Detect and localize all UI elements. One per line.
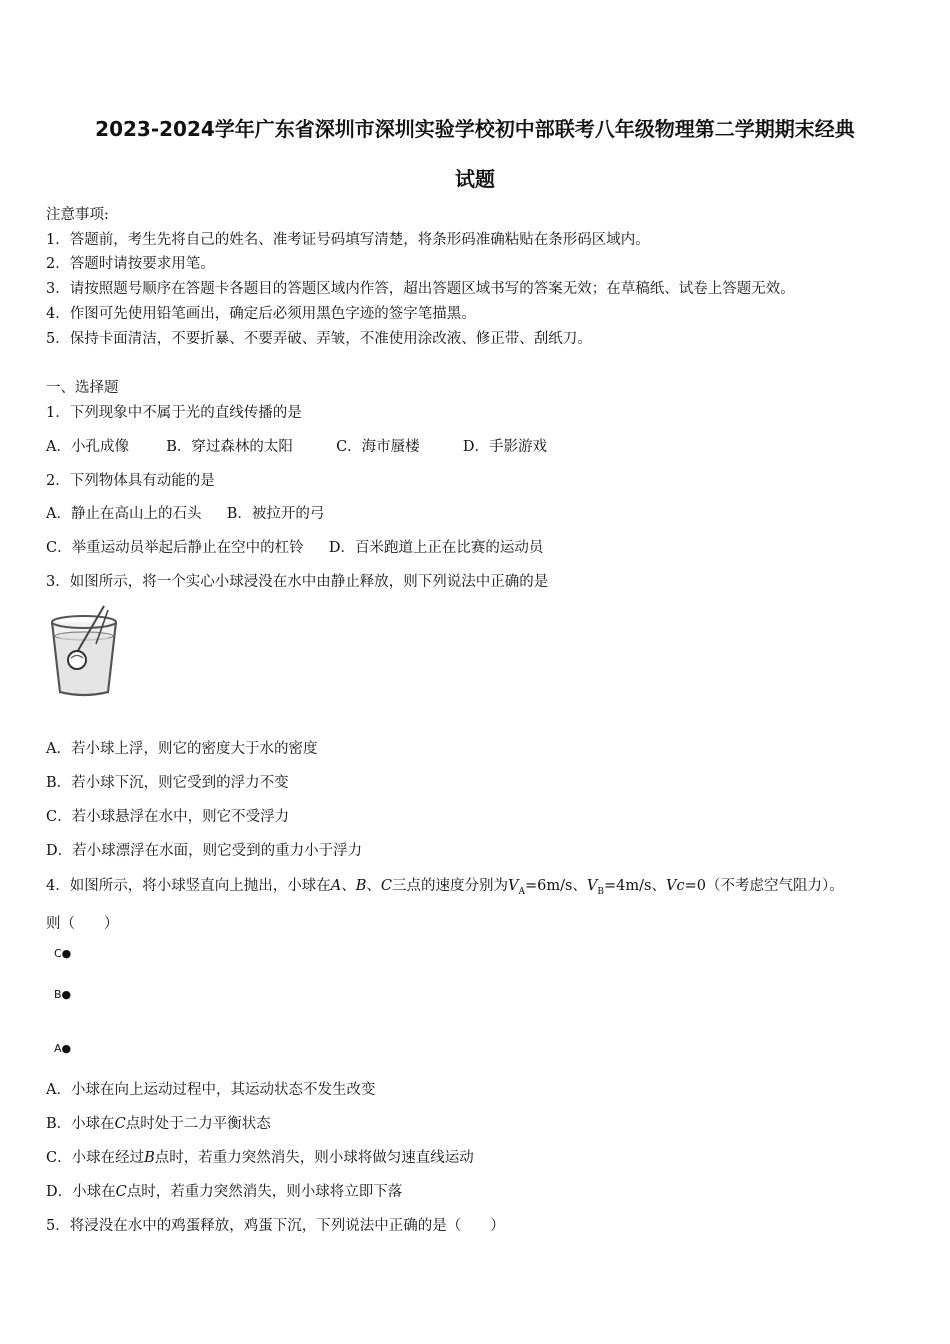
notice-heading: 注意事项: [46, 207, 109, 223]
question-4-option-c: C．小球在经过B点时，若重力突然消失，则小球将做匀速直线运动 [46, 1150, 474, 1166]
question-2-stem: 2．下列物体具有动能的是 [46, 473, 215, 489]
question-1-stem: 1．下列现象中不属于光的直线传播的是 [46, 405, 302, 421]
question-3-option-b: B．若小球下沉，则它受到的浮力不变 [46, 775, 289, 791]
point-a-label: A● [54, 1042, 72, 1055]
question-2-options-row1 [46, 502, 324, 523]
notice-item-3: 3．请按照题号顺序在答题卡各题目的答题区域内作答，超出答题区域书写的答案无效；在草稿纸、试卷上答题无效。 [46, 281, 795, 297]
notice-item-5: 5．保持卡面清洁，不要折暴、不要弄破、弄皱，不准使用涂改液、修正带、刮纸刀。 [46, 331, 592, 347]
notice-item-2: 2．答题时请按要求用笔。 [46, 256, 215, 272]
page-title: 2023-2024学年广东省深圳市深圳实验学校初中部联考八年级物理第二学期期末经典 [95, 117, 855, 141]
question-1-options [46, 435, 547, 456]
question-2-options-row2 [46, 536, 543, 557]
question-4-stem-continued: 则（ ） [46, 916, 119, 932]
option-b: B．被拉开的弓 [226, 506, 325, 522]
question-4-option-d: D．小球在C点时，若重力突然消失，则小球将立即下落 [46, 1184, 403, 1200]
option-d: D．手影游戏 [462, 439, 548, 455]
point-c-label: C● [54, 947, 72, 960]
question-3-stem: 3．如图所示，将一个实心小球浸没在水中由静止释放，则下列说法中正确的是 [46, 574, 549, 590]
question-5-stem: 5．将浸没在水中的鸡蛋释放，鸡蛋下沉，下列说法中正确的是（ ） [46, 1218, 505, 1234]
question-4-option-b: B．小球在C点时处于二力平衡状态 [46, 1116, 271, 1132]
option-d: D．百米跑道上正在比赛的运动员 [328, 540, 544, 556]
point-b-label: B● [54, 988, 72, 1001]
question-3-option-c: C．若小球悬浮在水中，则它不受浮力 [46, 809, 290, 825]
option-b: B．穿过森林的太阳 [166, 439, 293, 455]
option-c: C．海市蜃楼 [336, 439, 420, 455]
section-heading: 一、选择题 [46, 380, 119, 396]
question-4-option-a: A．小球在向上运动过程中，其运动状态不发生改变 [46, 1082, 376, 1098]
glass-ball-figure [46, 604, 122, 698]
question-3-option-d: D．若小球漂浮在水面，则它受到的重力小于浮力 [46, 843, 363, 859]
option-a: A．小孔成像 [46, 439, 129, 455]
option-c: C．举重运动员举起后静止在空中的杠铃 [46, 540, 304, 556]
question-3-option-a: A．若小球上浮，则它的密度大于水的密度 [46, 741, 318, 757]
notice-item-1: 1．答题前，考生先将自己的姓名、准考证号码填写清楚，将条形码准确粘贴在条形码区域内。 [46, 232, 650, 248]
question-4-stem: 4．如图所示，将小球竖直向上抛出，小球在A、B、C三点的速度分别为$V_A=6m/s$、$V_B=4m/s$、Vc=0（不考虑空气阻力）。 [46, 878, 844, 897]
page-title-continued: 试题 [455, 167, 495, 191]
option-a: A．静止在高山上的石头 [46, 506, 202, 522]
notice-item-4: 4．作图可先使用铅笔画出，确定后必须用黑色字迹的签字笔描黑。 [46, 306, 476, 322]
